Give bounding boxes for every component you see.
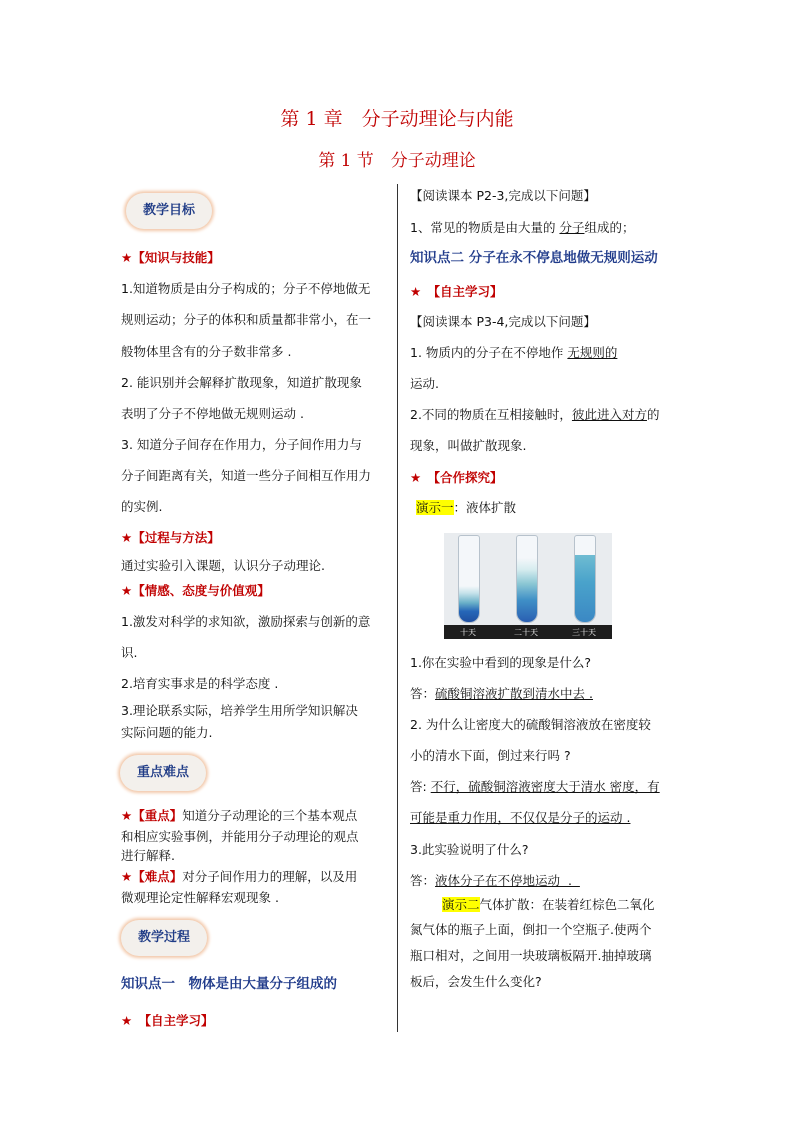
- emotion-3-line1: 3.理论联系实际，培养学生用所学知识解决: [121, 703, 358, 718]
- answer-2-blank-1: 不行，硫酸铜溶液密度大于清水 密度，有: [430, 779, 660, 794]
- objective-1-line2: 规则运动；分子的体积和质量都非常小，在一: [121, 312, 372, 327]
- q1-answer-blank: 分子: [559, 220, 585, 235]
- tube-liquid: [517, 558, 537, 622]
- motion-question-line2: 运动.: [410, 376, 439, 391]
- demo-question-1: 1.你在实验中看到的现象是什么?: [410, 655, 592, 670]
- demo-2-label: 演示二: [442, 897, 480, 912]
- objective-3-line3: 的实例.: [121, 499, 163, 514]
- question-molecules: [410, 220, 634, 235]
- star-icon: ★: [410, 470, 422, 485]
- m2-answer-blank: 彼此进入对方: [571, 407, 647, 422]
- reading-instruction-2: 【阅读课本 P3-4,完成以下问题】: [410, 314, 596, 329]
- answer-prefix: 答：: [410, 686, 436, 701]
- demo-answer-2-line2: 可能是重力作用，不仅仅是分子的运动 .: [410, 810, 631, 825]
- key-point-text: 知道分子动理论的三个基本观点: [182, 808, 358, 823]
- demo-2-line3: 瓶口相对，之间用一块玻璃板隔开.抽掉玻璃: [410, 948, 652, 963]
- section-title: 第 1 节 分子动理论: [318, 151, 476, 171]
- caption-day20: 二十天: [514, 628, 538, 637]
- demo-2-line1: [442, 897, 655, 912]
- emotion-3-line2: 实际问题的能力.: [121, 725, 213, 740]
- demo-2-line2: 氮气体的瓶子上面，倒扣一个空瓶子.使两个: [410, 922, 652, 937]
- demo-answer-2-line1: [410, 779, 660, 794]
- star-icon: ★: [121, 808, 133, 823]
- m1-answer-blank: 无规则的: [567, 345, 618, 360]
- knowledge-point-2-heading: 知识点二 分子在永不停息地做无规则运动: [410, 250, 658, 266]
- chapter-title: 第 1 章 分子动理论与内能: [280, 108, 514, 130]
- star-icon: ★: [121, 250, 133, 265]
- answer-1-blank: 硫酸铜溶液扩散到清水中去 .: [435, 686, 593, 701]
- difficult-point-text: 对分子间作用力的理解，以及用: [182, 869, 358, 884]
- test-tube-day30: [574, 535, 596, 623]
- liquid-diffusion-photo: [444, 533, 612, 639]
- column-divider: [397, 184, 398, 1032]
- pill-teaching-objectives: 教学目标: [126, 193, 212, 229]
- star-icon: ★: [410, 284, 422, 299]
- cooperative-inquiry-text: 【合作探究】: [433, 470, 503, 485]
- test-tube-day10: [458, 535, 480, 623]
- caption-day30: 三十天: [572, 628, 596, 637]
- knowledge-point-1-heading: 知识点一 物体是由大量分子组成的: [121, 976, 337, 992]
- emotion-1-line1: 1.激发对科学的求知欲，激励探索与创新的意: [121, 614, 371, 629]
- demo-2-line4: 板后，会发生什么变化?: [410, 974, 542, 989]
- cooperative-inquiry-heading: [410, 470, 503, 485]
- emotion-heading: [121, 583, 270, 598]
- objective-1-line3: 般物体里含有的分子数非常多 .: [121, 344, 292, 359]
- star-icon: ★: [121, 583, 133, 598]
- key-point-line2: 和相应实验事例，并能用分子动理论的观点: [121, 829, 359, 844]
- diffusion-def-line2: 现象，叫做扩散现象.: [410, 438, 527, 453]
- diffusion-def-line1: [410, 407, 659, 422]
- demo-2-text: 气体扩散：在装着红棕色二氧化: [479, 897, 655, 912]
- self-study-text-left: 【自主学习】: [144, 1013, 214, 1028]
- demo-1-label: 演示一: [416, 500, 454, 515]
- knowledge-heading-text: 【知识与技能】: [132, 250, 220, 265]
- demo-answer-3: [410, 873, 580, 888]
- difficult-point-line1: [121, 869, 357, 884]
- demo-answer-1: [410, 686, 593, 701]
- star-icon: ★: [121, 1013, 133, 1028]
- emotion-heading-text: 【情感、态度与价值观】: [132, 583, 270, 598]
- difficult-point-line2: 微观理论定性解释宏观现象 .: [121, 890, 279, 905]
- process-method-text: 通过实验引入课题，认识分子动理论.: [121, 558, 325, 573]
- objective-2-line2: 表明了分子不停地做无规则运动 .: [121, 406, 304, 421]
- knowledge-skills-heading: [121, 250, 220, 265]
- demo-1-line: [416, 500, 516, 515]
- emotion-1-line2: 识.: [121, 645, 138, 660]
- process-heading-text: 【过程与方法】: [132, 530, 220, 545]
- m2-prefix: 2.不同的物质在互相接触时，: [410, 407, 572, 422]
- pill-teaching-process: 教学过程: [121, 920, 207, 956]
- objective-1-line1: 1.知道物质是由分子构成的；分子不停地做无: [121, 281, 371, 296]
- objective-2-line1: 2. 能识别并会解释扩散现象，知道扩散现象: [121, 375, 362, 390]
- objective-3-line2: 分子间距离有关，知道一些分子间相互作用力: [121, 468, 372, 483]
- caption-day10: 十天: [460, 628, 476, 637]
- self-study-heading-left: [121, 1013, 214, 1028]
- demo-question-3: 3.此实验说明了什么?: [410, 842, 529, 857]
- q1-prefix: 1、常见的物质是由大量的: [410, 220, 560, 235]
- self-study-text-right: 【自主学习】: [433, 284, 503, 299]
- demo-question-2-line1: 2. 为什么让密度大的硫酸铜溶液放在密度较: [410, 717, 651, 732]
- tube-liquid: [575, 555, 595, 622]
- demo-1-text: ：液体扩散: [453, 500, 517, 515]
- emotion-2: 2.培育实事求是的科学态度 .: [121, 676, 279, 691]
- m1-prefix: 1. 物质内的分子在不停地作: [410, 345, 568, 360]
- demo-question-2-line2: 小的清水下面，倒过来行吗 ?: [410, 748, 571, 763]
- difficult-point-label: 【难点】: [132, 869, 183, 884]
- self-study-heading-right: [410, 284, 503, 299]
- tube-liquid: [459, 562, 479, 622]
- pill-key-difficult: 重点难点: [120, 755, 206, 791]
- motion-question-line1: [410, 345, 617, 360]
- test-tube-day20: [516, 535, 538, 623]
- answer-prefix: 答:: [410, 779, 431, 794]
- key-point-line1: [121, 808, 357, 823]
- star-icon: ★: [121, 530, 133, 545]
- q1-suffix: 组成的；: [584, 220, 635, 235]
- star-icon: ★: [121, 869, 133, 884]
- answer-prefix: 答：: [410, 873, 436, 888]
- objective-3-line1: 3. 知道分子间存在作用力，分子间作用力与: [121, 437, 362, 452]
- reading-instruction-1: 【阅读课本 P2-3,完成以下问题】: [410, 188, 596, 203]
- key-point-label: 【重点】: [132, 808, 183, 823]
- answer-3-blank: 液体分子在不停地运动 .: [435, 873, 580, 888]
- m2-suffix: 的: [646, 407, 660, 422]
- key-point-line3: 进行解释.: [121, 848, 175, 863]
- process-method-heading: [121, 530, 220, 545]
